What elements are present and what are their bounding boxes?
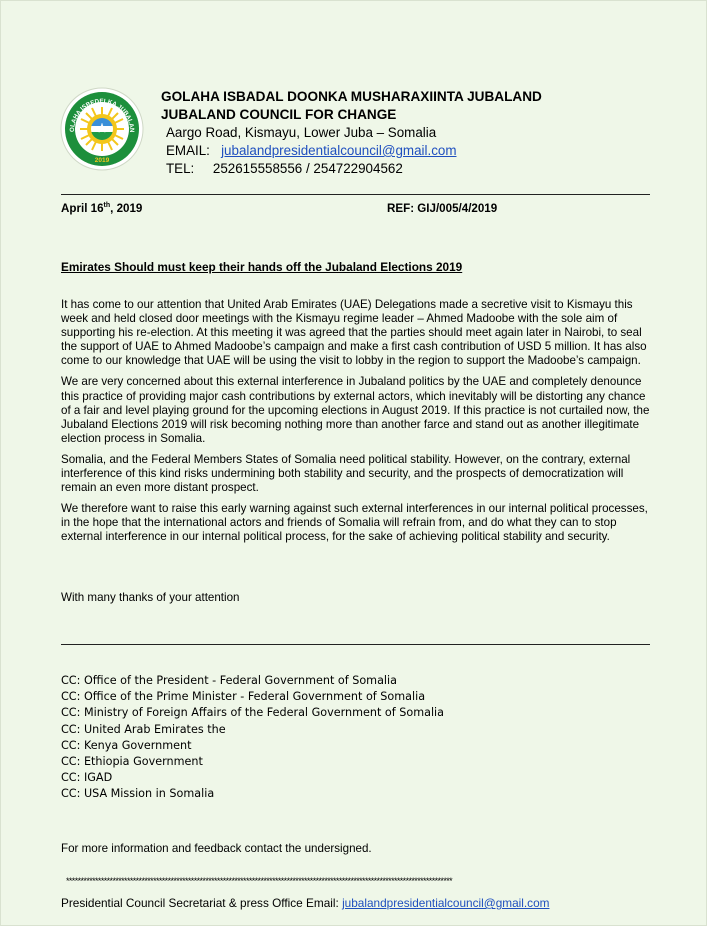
letter-body bbox=[61, 298, 653, 552]
org-address: Aargo Road, Kismayu, Lower Juba – Somalia bbox=[166, 125, 437, 140]
body-paragraph: Somalia, and the Federal Members States of Somalia need political stability. However, on the contrary, external interference of this kind risks undermining both stability and security, and the prospects of democratization will remain an even more distant prospect. bbox=[61, 452, 631, 495]
cc-item: CC: IGAD bbox=[61, 771, 113, 785]
cc-item: CC: Kenya Government bbox=[61, 738, 192, 752]
footer-email-link[interactable]: jubalandpresidentialcouncil@gmail.com bbox=[342, 896, 550, 910]
org-name-somali: GOLAHA ISBADAL DOONKA MUSHARAXIINTA JUBALAND bbox=[161, 89, 542, 104]
council-logo bbox=[60, 87, 144, 171]
cc-item: CC: Ethiopia Government bbox=[61, 755, 203, 769]
logo-year: 2019 bbox=[94, 157, 110, 164]
cc-item: CC: United Arab Emirates the bbox=[61, 722, 226, 736]
tel-line bbox=[161, 160, 542, 178]
more-info-line: For more information and feedback contact the undersigned. bbox=[61, 842, 372, 855]
date-suffix: th bbox=[103, 202, 111, 210]
cc-item: CC: Office of the Prime Minister - Federal Government of Somalia bbox=[61, 690, 426, 704]
closing-line: With many thanks of your attention bbox=[61, 591, 240, 604]
letterhead bbox=[161, 88, 542, 178]
logo-ring-text: OLAHA ISBEDELKA JUBALAN bbox=[68, 97, 136, 133]
secretariat-label: Presidential Council Secretariat & press Office Email: bbox=[61, 896, 343, 910]
email-link[interactable]: jubalandpresidentialcouncil@gmail.com bbox=[221, 143, 457, 158]
date-main: April 16 bbox=[61, 202, 104, 215]
cc-item: CC: Ministry of Foreign Affairs of the Federal Government of Somalia bbox=[61, 706, 445, 720]
cc-item: CC: USA Mission in Somalia bbox=[61, 787, 215, 801]
email-line bbox=[161, 142, 542, 160]
stars-separator: ************************************************************************************************************************************* bbox=[66, 876, 453, 886]
body-paragraph: We therefore want to raise this early warning against such external interferences in our internal political processes, in the hope that the international actors and friends of Somalia will refrain from, and do what they can to stop external interference in our internal political process, for the sake of achieving political stability and security. bbox=[61, 502, 648, 544]
council-seal-icon bbox=[60, 87, 144, 171]
letter-date bbox=[61, 202, 142, 215]
letter-reference: REF: GIJ/005/4/2019 bbox=[387, 202, 498, 215]
body-paragraph: We are very concerned about this external interference in Jubaland politics by the UAE and completely denounce this practice of providing major cash contributions by external actors, which inevitably will be distorting any chance of a fair and level playing ground for the upcoming elections in August 2019. If this practice is not curtailed now, the Jubaland Elections 2019 will risk becoming nothing more than another farce and stand out as another illegitimate election process in Somalia. bbox=[61, 375, 650, 445]
cc-divider bbox=[61, 644, 650, 645]
cc-list bbox=[61, 673, 444, 803]
header-divider bbox=[61, 194, 650, 195]
tel-label: TEL: bbox=[166, 161, 195, 176]
email-label: EMAIL: bbox=[166, 143, 210, 158]
date-year: , 2019 bbox=[110, 202, 143, 215]
body-paragraph: It has come to our attention that United Arab Emirates (UAE) Delegations made a secretive visit to Kismayu this week and held closed door meetings with the Kismayu regime leader – Ahmed Madoobe with the sole aim of supporting his re-election. At this meeting it was agreed that the parties should meet again later in Nairobi, to seal the support of UAE to Ahmed Madoobe’s campaign and make a first cash contribution of USD 5 million. It has also come to our knowledge that UAE will be using the visit to lobby in the region to support the Madoobe’s campaign. bbox=[61, 298, 647, 368]
cc-item: CC: Office of the President - Federal Government of Somalia bbox=[61, 674, 397, 687]
tel-numbers: 252615558556 / 254722904562 bbox=[212, 161, 403, 176]
org-name-english: JUBALAND COUNCIL FOR CHANGE bbox=[161, 107, 397, 122]
letter-subject: Emirates Should must keep their hands off the Jubaland Elections 2019 bbox=[61, 260, 463, 274]
footer-contact bbox=[61, 896, 549, 910]
